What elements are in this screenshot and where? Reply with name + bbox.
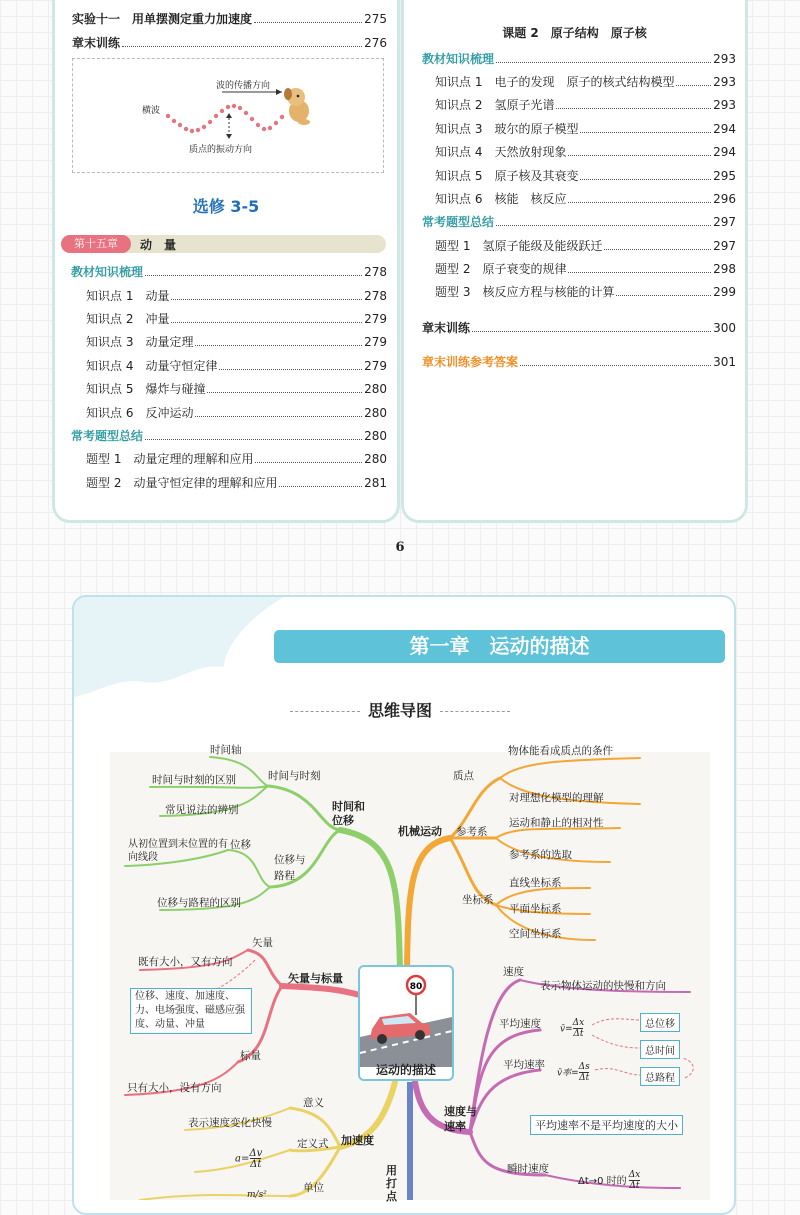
toc-entry-ch15-qt1[interactable]: 题型 1 动量定理的理解和应用 280	[86, 452, 387, 466]
chapter15-title: 动 量	[140, 238, 177, 252]
node-scalar[interactable]: 标量	[240, 1050, 261, 1062]
toc-entry-r-knowledge[interactable]: 教材知识梳理 293	[422, 52, 736, 66]
node-reference[interactable]: 参考系	[456, 826, 488, 838]
toc-entry-chapter-review[interactable]: 章末训练 276	[72, 36, 387, 50]
toc-entry-r-kp3[interactable]: 知识点 3 玻尔的原子模型 294	[435, 122, 736, 136]
node-coordinate[interactable]: 坐标系	[462, 894, 494, 906]
accel-unit-formula: m/s²	[247, 1190, 267, 1200]
node-vector-scalar[interactable]: 矢量与标量	[288, 972, 343, 985]
avg-speed-formula: v̄率=Δs Δt	[557, 1062, 590, 1083]
node-instant-def[interactable]: Δt→0 时的Δx Δt	[578, 1170, 641, 1191]
wave-figure	[72, 58, 384, 173]
node-accel-unit[interactable]: 单位	[303, 1182, 324, 1194]
node-space-coord[interactable]: 空间坐标系	[509, 928, 562, 940]
toc-entry-ch15-kp5[interactable]: 知识点 5 爆炸与碰撞 280	[86, 382, 387, 396]
chapter15-badge: 第十五章	[61, 235, 131, 253]
node-displacement-def[interactable]: 从初位置到末位置的有向线段	[128, 839, 228, 863]
toc-entry-ch15-qt2[interactable]: 题型 2 动量守恒定律的理解和应用 281	[86, 476, 387, 490]
node-total-displacement[interactable]: 总位移	[640, 1013, 680, 1032]
node-vector[interactable]: 矢量	[252, 937, 273, 949]
node-accel-meaning[interactable]: 意义	[303, 1097, 324, 1109]
node-vector-def[interactable]: 既有大小，又有方向	[138, 956, 233, 968]
node-plane-coord[interactable]: 平面坐标系	[509, 903, 562, 915]
elective-title: 选修 3-5	[192, 197, 260, 216]
accel-formula: a=Δv Δt	[235, 1148, 263, 1170]
page-number: 6	[395, 540, 405, 555]
node-ref-choice[interactable]: 参考系的选取	[509, 849, 572, 861]
mindmap-title: 思维导图	[0, 698, 800, 721]
avg-velocity-formula: v̄=Δx Δt	[560, 1018, 585, 1039]
toc-entry-r-qt1[interactable]: 题型 1 氢原子能级及能级跃迁 297	[435, 239, 736, 253]
node-avg-speed-note[interactable]: 平均速率不是平均速度的大小	[530, 1115, 683, 1135]
node-acceleration[interactable]: 加速度	[341, 1134, 374, 1147]
node-speed-def[interactable]: 表示物体运动的快慢和方向	[540, 980, 666, 992]
toc-entry-r-kp4[interactable]: 知识点 4 天然放射现象 294	[435, 145, 736, 159]
wave-direction-label: 波的传播方向	[216, 81, 271, 91]
node-vector-examples[interactable]: 位移、速度、加速度、力、电场强度、磁感应强度、动量、冲量	[130, 988, 252, 1034]
vibration-direction-label: 质点的振动方向	[189, 145, 253, 155]
node-particle-cond[interactable]: 物体能看成质点的条件	[508, 745, 613, 757]
toc-entry-r-kp1[interactable]: 知识点 1 电子的发现 原子的核式结构模型 293	[435, 75, 736, 89]
node-speed[interactable]: 速度	[503, 966, 524, 978]
svg-text:80: 80	[409, 982, 423, 992]
node-disp-vs-path[interactable]: 位移与路程的区别	[157, 897, 241, 909]
toc-entry-r-questions[interactable]: 常考题型总结 297	[422, 215, 736, 229]
node-total-path[interactable]: 总路程	[640, 1067, 680, 1086]
node-relativity[interactable]: 运动和静止的相对性	[509, 817, 604, 829]
node-avg-velocity[interactable]: 平均速度	[499, 1018, 541, 1030]
node-instant-velocity[interactable]: 瞬时速度	[507, 1163, 549, 1175]
center-label: 运动的描述	[375, 1063, 436, 1077]
node-accel-meaning-def[interactable]: 表示速度变化快慢	[188, 1117, 272, 1129]
toc-entry-r-kp2[interactable]: 知识点 2 氢原子光谱 293	[435, 98, 736, 112]
node-avg-speed[interactable]: 平均速率	[503, 1059, 545, 1071]
toc-entry-ch15-kp4[interactable]: 知识点 4 动量守恒定律 279	[86, 359, 387, 373]
node-total-time[interactable]: 总时间	[640, 1040, 680, 1059]
node-ideal-model[interactable]: 对理想化模型的理解	[509, 792, 604, 804]
toc-entry-r-kp6[interactable]: 知识点 6 核能 核反应 296	[435, 192, 736, 206]
chapter-title: 第一章 运动的描述	[274, 630, 725, 663]
node-time-diff[interactable]: 时间与时刻的区别	[152, 774, 236, 786]
toc-entry-ch15-kp6[interactable]: 知识点 6 反冲运动 280	[86, 406, 387, 420]
section-heading: 课题 2 原子结构 原子核	[502, 26, 647, 40]
toc-entry-experiment11[interactable]: 实验十一 用单摆测定重力加速度 275	[72, 12, 387, 26]
toc-entry-ch15-kp2[interactable]: 知识点 2 冲量 279	[86, 312, 387, 326]
node-time-moment[interactable]: 时间与时刻	[268, 770, 321, 782]
node-line-coord[interactable]: 直线坐标系	[509, 877, 562, 889]
toc-entry-r-qt2[interactable]: 题型 2 原子衰变的规律 298	[435, 262, 736, 276]
node-displacement-distance[interactable]: 位移与路程	[274, 854, 306, 882]
toc-entry-ch15-questions[interactable]: 常考题型总结 280	[71, 429, 387, 443]
node-timer[interactable]: 用打点	[386, 1164, 397, 1203]
toc-entry-r-answers[interactable]: 章末训练参考答案 301	[422, 355, 736, 369]
node-accel-definition[interactable]: 定义式	[297, 1138, 329, 1150]
node-time-displacement[interactable]: 时间和位移	[332, 800, 365, 827]
node-common-terms[interactable]: 常见说法的辨别	[165, 804, 239, 816]
toc-entry-r-chapter-review[interactable]: 章末训练 300	[422, 321, 736, 335]
toc-entry-ch15-kp1[interactable]: 知识点 1 动量 278	[86, 289, 387, 303]
node-velocity-speed[interactable]: 速度与速率	[444, 1105, 477, 1133]
toc-entry-ch15-kp3[interactable]: 知识点 3 动量定理 279	[86, 335, 387, 349]
node-scalar-def[interactable]: 只有大小，没有方向	[127, 1082, 222, 1094]
toc-entry-r-qt3[interactable]: 题型 3 核反应方程与核能的计算 299	[435, 285, 736, 299]
node-mechanical-motion[interactable]: 机械运动	[398, 825, 442, 838]
car-road-icon	[360, 967, 452, 1067]
node-displacement[interactable]: 位移	[230, 839, 251, 851]
toc-entry-r-kp5[interactable]: 知识点 5 原子核及其衰变 295	[435, 169, 736, 183]
node-time-axis[interactable]: 时间轴	[210, 744, 242, 756]
toc-entry-ch15-knowledge[interactable]: 教材知识梳理 278	[71, 265, 387, 279]
node-particle[interactable]: 质点	[453, 770, 474, 782]
transverse-wave-label: 横波	[142, 106, 161, 116]
